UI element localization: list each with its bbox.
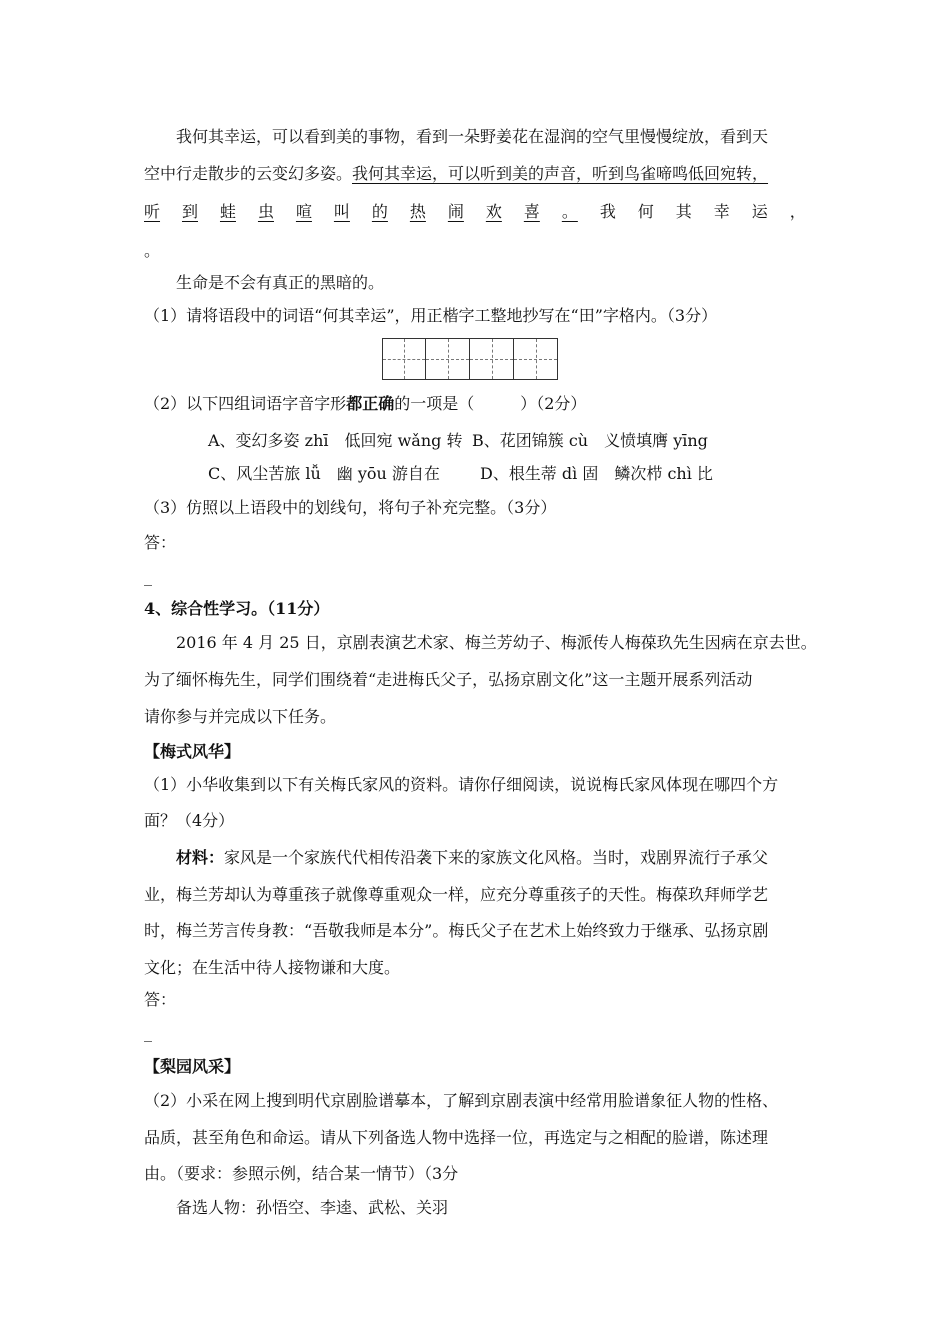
tianzige-cell[interactable]: [426, 338, 470, 380]
material-label: 材料：: [176, 848, 225, 867]
passage-char: 喧: [295, 202, 312, 221]
candidate-list: 备选人物：孙悟空、李逵、武松、关羽: [176, 1198, 449, 1217]
answer-label: 答：: [144, 533, 177, 552]
option-c: C、风尘苦旅 lǚ 幽 yōu 游自在: [208, 464, 440, 483]
passage-line-4: 。: [144, 241, 161, 260]
passage-char: 虫: [257, 202, 274, 221]
passage-char: 。: [561, 202, 578, 221]
sub2-question-line-3: 由。（要求：参照示例，结合某一情节）（3分: [144, 1164, 459, 1183]
passage-char: 叫: [333, 202, 350, 221]
tianzige-cell[interactable]: [382, 338, 426, 380]
passage-char: 到: [181, 202, 198, 221]
sub1-question-line-2: 面？（4分）: [144, 811, 235, 830]
material-line-2: 业，梅兰芳却认为尊重孩子就像尊重观众一样，应充分尊重孩子的天性。梅葆玖拜师学艺: [144, 885, 769, 904]
material-line-4: 文化；在生活中待人接物谦和大度。: [144, 958, 401, 977]
underlined-sentence: 我何其幸运，可以听到美的声音，听到鸟雀啼鸣低回宛转，: [352, 164, 769, 183]
question-2-suffix-b: ）（2分）: [520, 394, 587, 413]
passage-char: 的: [371, 202, 388, 221]
option-b: B、花团锦簇 cù 义愤填膺 yīng: [472, 431, 708, 450]
tianzige-cell[interactable]: [514, 338, 558, 380]
passage-char: 其: [675, 202, 692, 221]
sub1-question-line-1: （1）小华收集到以下有关梅氏家风的资料。请你仔细阅读，说说梅氏家风体现在哪四个方: [144, 775, 779, 794]
section-4-para-line-3: 请你参与并完成以下任务。: [144, 707, 337, 726]
question-3: （3）仿照以上语段中的划线句，将句子补充完整。（3分）: [144, 498, 557, 517]
section-4-heading: 4、综合性学习。（11分）: [144, 599, 330, 618]
passage-line-1: 我何其幸运，可以看到美的事物，看到一朵野姜花在湿润的空气里慢慢绽放，看到天: [176, 127, 769, 146]
passage-char: 蛙: [219, 202, 236, 221]
question-2-emphasis: 都正确: [346, 394, 395, 413]
answer-label: 答：: [144, 990, 177, 1009]
passage-char: 我: [599, 202, 616, 221]
passage-char: 喜: [523, 202, 540, 221]
section-4-para-line-1: 2016 年 4 月 25 日，京剧表演艺术家、梅兰芳幼子、梅派传人梅葆玖先生因病在京去世。: [176, 633, 817, 652]
question-1: （1）请将语段中的词语“何其幸运”，用正楷字工整地抄写在“田”字格内。（3分）: [144, 306, 718, 325]
answer-line[interactable]: _: [144, 1023, 152, 1042]
sub2-question-line-1: （2）小采在网上搜到明代京剧脸谱摹本，了解到京剧表演中经常用脸谱象征人物的性格、: [144, 1091, 779, 1110]
tianzige-cell[interactable]: [470, 338, 514, 380]
material-text: 家风是一个家族代代相传沿袭下来的家族文化风格。当时，戏剧界流行子承父: [224, 848, 769, 867]
material-line-1: [176, 847, 768, 869]
passage-line-5: 生命是不会有真正的黑暗的。: [176, 273, 385, 292]
question-2-suffix-a: 的一项是（: [394, 394, 475, 413]
passage-char: 热: [409, 202, 426, 221]
question-2-prefix: （2）以下四组词语字音字形: [144, 394, 347, 413]
passage-char: 运: [751, 202, 768, 221]
passage-char: 闹: [447, 202, 464, 221]
question-2: [144, 393, 586, 415]
passage-char: 欢: [485, 202, 502, 221]
passage-char: 听: [144, 202, 161, 221]
passage-char: 幸: [713, 202, 730, 221]
passage-char: 何: [637, 202, 654, 221]
subsection-title-1: 【梅式风华】: [144, 742, 241, 761]
passage-line-2: [144, 163, 768, 185]
answer-line[interactable]: _: [144, 567, 152, 586]
passage-line-3: [144, 201, 806, 223]
section-4-para-line-2: 为了缅怀梅先生，同学们围绕着“走进梅氏父子，弘扬京剧文化”这一主题开展系列活动: [144, 670, 753, 689]
tianzige-grid[interactable]: [382, 338, 558, 380]
material-line-3: 时，梅兰芳言传身教：“吾敬我师是本分”。梅氏父子在艺术上始终致力于继承、弘扬京剧: [144, 921, 769, 940]
subsection-title-2: 【梨园风采】: [144, 1057, 241, 1076]
passage-line-2-plain: 空中行走散步的云变幻多姿。: [144, 164, 353, 183]
passage-char: ，: [789, 202, 806, 221]
option-d: D、根生蒂 dì 固 鳞次栉 chì 比: [480, 464, 713, 483]
sub2-question-line-2: 品质，甚至角色和命运。请从下列备选人物中选择一位，再选定与之相配的脸谱，陈述理: [144, 1128, 769, 1147]
option-a: A、变幻多姿 zhī 低回宛 wǎng 转: [208, 431, 463, 450]
